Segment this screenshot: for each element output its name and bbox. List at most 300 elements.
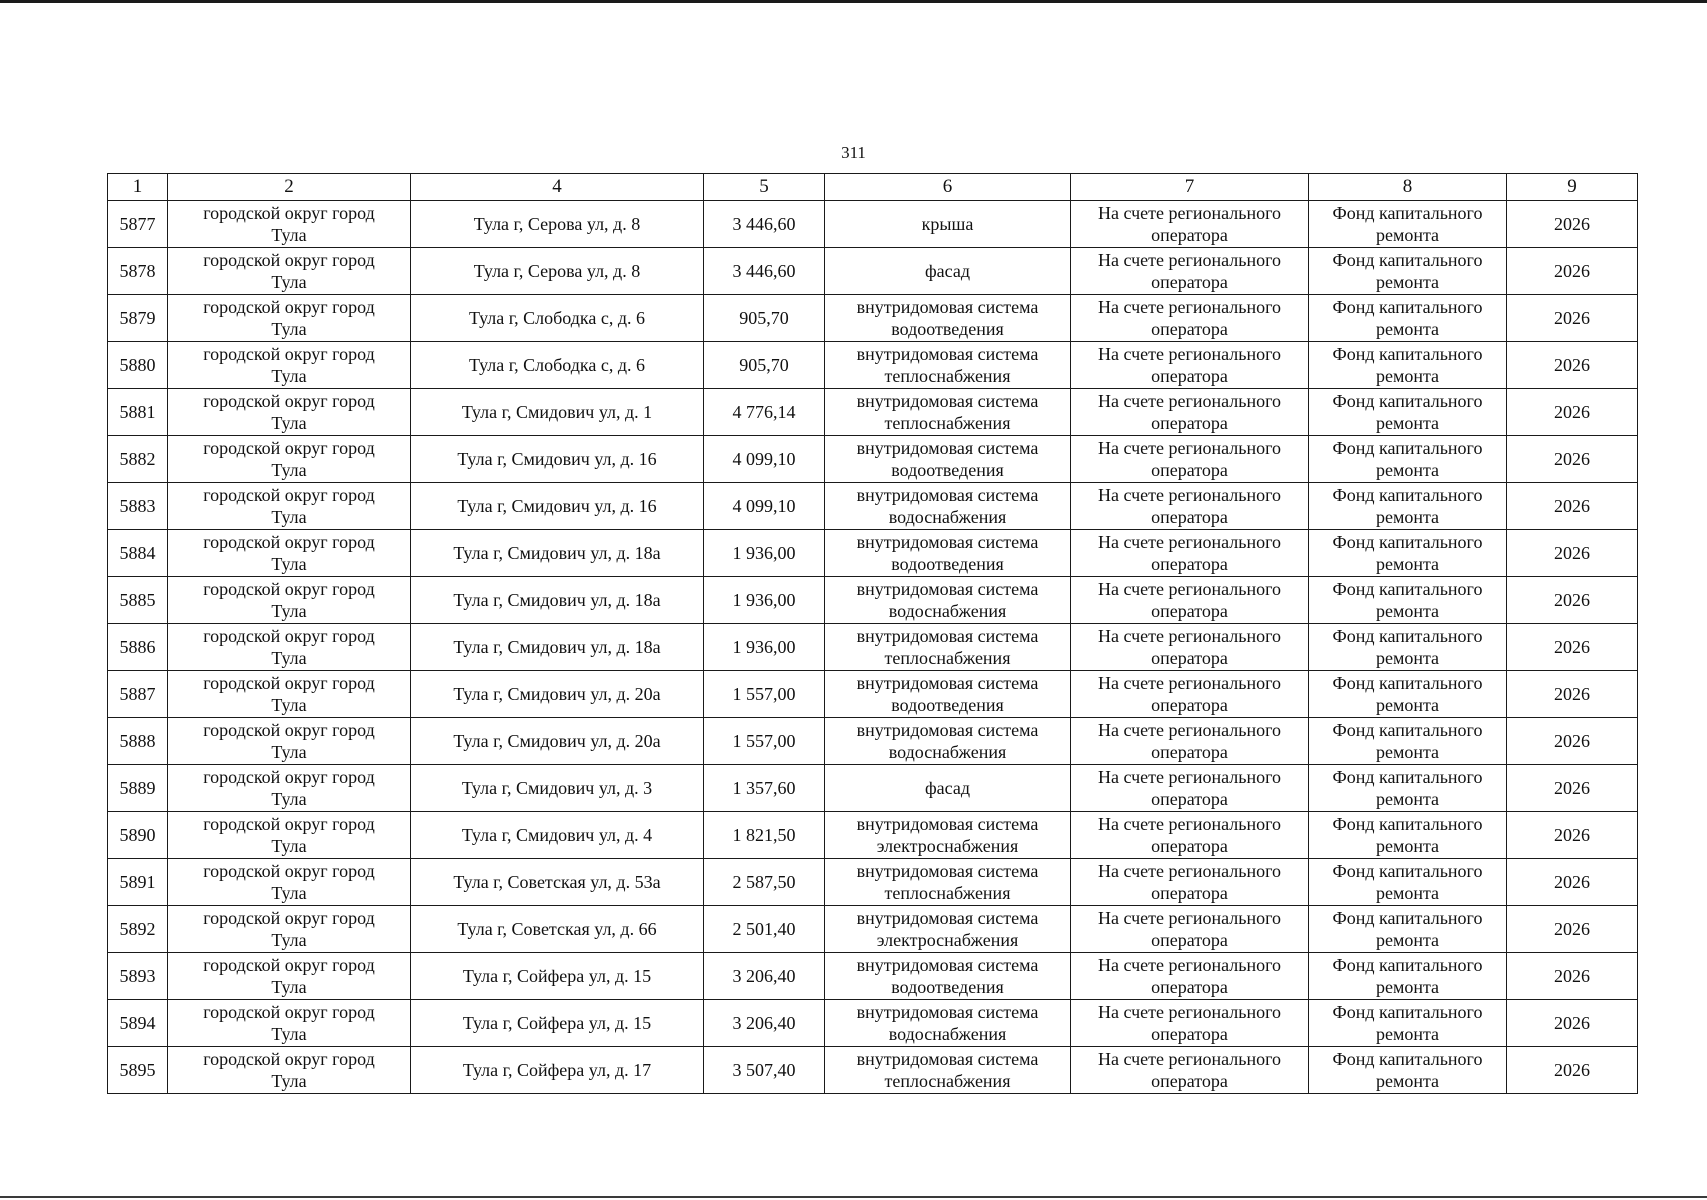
column-header: 9 [1507, 174, 1638, 201]
account-cell [1071, 859, 1309, 906]
district-cell-line: городской округ город [203, 203, 375, 223]
account-cell-line: оператора [1151, 554, 1228, 574]
fund-cell [1309, 483, 1507, 530]
column-header: 7 [1071, 174, 1309, 201]
account-cell-line: оператора [1151, 319, 1228, 339]
district-cell-line: городской округ город [203, 1002, 375, 1022]
work-type-cell-line: внутридомовая система [856, 626, 1039, 646]
year-cell: 2026 [1507, 812, 1638, 859]
fund-cell-line: Фонд капитального [1332, 814, 1483, 834]
fund-cell-line: Фонд капитального [1332, 626, 1483, 646]
area-cell: 905,70 [704, 295, 825, 342]
account-cell-line: На счете регионального [1097, 297, 1282, 317]
area-cell: 4 099,10 [704, 436, 825, 483]
district-cell-line: городской округ город [203, 579, 375, 599]
work-type-cell-line: внутридомовая система [856, 532, 1039, 552]
work-type-cell-line: водоотведения [891, 977, 1004, 997]
fund-cell-line: ремонта [1375, 695, 1440, 715]
fund-cell-line: ремонта [1375, 601, 1440, 621]
account-cell-line: На счете регионального [1097, 1002, 1282, 1022]
work-type-cell [825, 1000, 1071, 1047]
district-cell-line: городской округ город [203, 908, 375, 928]
district-cell-line: городской округ город [203, 391, 375, 411]
row-number-cell: 5893 [108, 953, 168, 1000]
work-type-cell [825, 483, 1071, 530]
table-row [108, 718, 1638, 765]
district-cell-line: Тула [271, 930, 307, 950]
fund-cell-line: Фонд капитального [1332, 203, 1483, 223]
district-cell-line: Тула [271, 225, 307, 245]
area-cell: 3 206,40 [704, 1000, 825, 1047]
district-cell [168, 1000, 411, 1047]
district-cell-line: городской округ город [203, 861, 375, 881]
district-cell [168, 671, 411, 718]
work-type-cell [825, 436, 1071, 483]
work-type-cell-line: теплоснабжения [884, 413, 1011, 433]
account-cell-line: На счете регионального [1097, 485, 1282, 505]
fund-cell [1309, 953, 1507, 1000]
fund-cell-line: ремонта [1375, 883, 1440, 903]
area-cell: 3 446,60 [704, 201, 825, 248]
fund-cell [1309, 436, 1507, 483]
fund-cell-line: ремонта [1375, 507, 1440, 527]
work-type-cell-line: водоотведения [891, 695, 1004, 715]
district-cell [168, 859, 411, 906]
account-cell-line: оператора [1151, 366, 1228, 386]
year-cell: 2026 [1507, 201, 1638, 248]
work-type-cell [825, 342, 1071, 389]
account-cell-line: оператора [1151, 413, 1228, 433]
district-cell-line: городской округ город [203, 673, 375, 693]
work-type-cell-line: внутридомовая система [856, 344, 1039, 364]
work-type-cell-line: водоснабжения [888, 742, 1007, 762]
district-cell-line: городской округ город [203, 532, 375, 552]
fund-cell-line: Фонд капитального [1332, 767, 1483, 787]
work-type-cell-line: теплоснабжения [884, 648, 1011, 668]
fund-cell-line: ремонта [1375, 554, 1440, 574]
account-cell [1071, 436, 1309, 483]
row-number-cell: 5880 [108, 342, 168, 389]
work-type-cell-line: внутридомовая система [856, 391, 1039, 411]
work-type-cell-line: водоотведения [891, 554, 1004, 574]
row-number-cell: 5894 [108, 1000, 168, 1047]
district-cell [168, 295, 411, 342]
area-cell: 2 587,50 [704, 859, 825, 906]
area-cell: 3 206,40 [704, 953, 825, 1000]
row-number-cell: 5881 [108, 389, 168, 436]
work-type-cell-line: электроснабжения [876, 836, 1019, 856]
fund-cell-line: ремонта [1375, 225, 1440, 245]
row-number-cell: 5889 [108, 765, 168, 812]
table-row [108, 1000, 1638, 1047]
address-cell: Тула г, Смидович ул, д. 4 [411, 812, 704, 859]
fund-cell [1309, 671, 1507, 718]
account-cell-line: оператора [1151, 225, 1228, 245]
district-cell-line: Тула [271, 1071, 307, 1091]
year-cell: 2026 [1507, 483, 1638, 530]
work-type-cell [825, 624, 1071, 671]
district-cell [168, 530, 411, 577]
fund-cell-line: ремонта [1375, 319, 1440, 339]
scan-top-edge [0, 0, 1707, 3]
fund-cell-line: Фонд капитального [1332, 344, 1483, 364]
fund-cell [1309, 906, 1507, 953]
work-type-cell-line: внутридомовая система [856, 814, 1039, 834]
area-cell: 1 557,00 [704, 718, 825, 765]
fund-cell [1309, 1000, 1507, 1047]
column-header: 1 [108, 174, 168, 201]
account-cell-line: оператора [1151, 1071, 1228, 1091]
fund-cell [1309, 765, 1507, 812]
account-cell [1071, 1000, 1309, 1047]
address-cell: Тула г, Смидович ул, д. 1 [411, 389, 704, 436]
row-number-cell: 5877 [108, 201, 168, 248]
work-type-cell [825, 248, 1071, 295]
account-cell-line: оператора [1151, 507, 1228, 527]
column-header: 5 [704, 174, 825, 201]
district-cell [168, 624, 411, 671]
account-cell [1071, 953, 1309, 1000]
fund-cell-line: ремонта [1375, 1071, 1440, 1091]
district-cell-line: Тула [271, 742, 307, 762]
work-type-cell-line: водоснабжения [888, 1024, 1007, 1044]
account-cell-line: оператора [1151, 742, 1228, 762]
district-cell [168, 718, 411, 765]
work-type-cell-line: электроснабжения [876, 930, 1019, 950]
work-type-cell-line: внутридомовая система [856, 720, 1039, 740]
year-cell: 2026 [1507, 342, 1638, 389]
year-cell: 2026 [1507, 1000, 1638, 1047]
district-cell-line: городской округ город [203, 720, 375, 740]
column-header: 2 [168, 174, 411, 201]
row-number-cell: 5885 [108, 577, 168, 624]
district-cell [168, 389, 411, 436]
year-cell: 2026 [1507, 765, 1638, 812]
table-body [108, 201, 1638, 1094]
fund-cell-line: Фонд капитального [1332, 673, 1483, 693]
fund-cell-line: Фонд капитального [1332, 908, 1483, 928]
fund-cell-line: Фонд капитального [1332, 250, 1483, 270]
row-number-cell: 5884 [108, 530, 168, 577]
district-cell-line: Тула [271, 1024, 307, 1044]
account-cell [1071, 906, 1309, 953]
work-type-cell-line: водоотведения [891, 319, 1004, 339]
area-cell: 1 936,00 [704, 577, 825, 624]
work-type-cell-line: внутридомовая система [856, 297, 1039, 317]
district-cell-line: городской округ город [203, 250, 375, 270]
fund-cell [1309, 530, 1507, 577]
repair-register-table [107, 173, 1638, 1094]
table-row [108, 812, 1638, 859]
table-row [108, 483, 1638, 530]
fund-cell-line: ремонта [1375, 272, 1440, 292]
address-cell: Тула г, Серова ул, д. 8 [411, 201, 704, 248]
work-type-cell [825, 765, 1071, 812]
row-number-cell: 5883 [108, 483, 168, 530]
district-cell-line: городской округ город [203, 955, 375, 975]
district-cell-line: Тула [271, 413, 307, 433]
table-row [108, 389, 1638, 436]
district-cell [168, 1047, 411, 1094]
fund-cell-line: ремонта [1375, 413, 1440, 433]
column-header: 6 [825, 174, 1071, 201]
fund-cell [1309, 718, 1507, 765]
district-cell-line: городской округ город [203, 438, 375, 458]
district-cell-line: Тула [271, 272, 307, 292]
district-cell-line: городской округ город [203, 1049, 375, 1069]
district-cell [168, 483, 411, 530]
district-cell-line: городской округ город [203, 344, 375, 364]
year-cell: 2026 [1507, 1047, 1638, 1094]
district-cell [168, 812, 411, 859]
work-type-cell [825, 1047, 1071, 1094]
area-cell: 1 936,00 [704, 530, 825, 577]
district-cell [168, 342, 411, 389]
district-cell [168, 953, 411, 1000]
year-cell: 2026 [1507, 859, 1638, 906]
table-row [108, 436, 1638, 483]
district-cell [168, 577, 411, 624]
work-type-cell-line: внутридомовая система [856, 1049, 1039, 1069]
account-cell-line: оператора [1151, 695, 1228, 715]
address-cell: Тула г, Советская ул, д. 53а [411, 859, 704, 906]
page-number: 311 [841, 143, 866, 162]
fund-cell-line: ремонта [1375, 460, 1440, 480]
fund-cell-line: Фонд капитального [1332, 955, 1483, 975]
district-cell-line: Тула [271, 601, 307, 621]
work-type-cell-line: внутридомовая система [856, 1002, 1039, 1022]
fund-cell-line: Фонд капитального [1332, 1002, 1483, 1022]
district-cell [168, 906, 411, 953]
year-cell: 2026 [1507, 624, 1638, 671]
district-cell [168, 765, 411, 812]
account-cell [1071, 765, 1309, 812]
account-cell-line: оператора [1151, 836, 1228, 856]
district-cell-line: городской округ город [203, 814, 375, 834]
account-cell-line: оператора [1151, 601, 1228, 621]
district-cell-line: Тула [271, 977, 307, 997]
district-cell-line: Тула [271, 648, 307, 668]
district-cell-line: городской округ город [203, 485, 375, 505]
address-cell: Тула г, Смидович ул, д. 18а [411, 530, 704, 577]
address-cell: Тула г, Серова ул, д. 8 [411, 248, 704, 295]
address-cell: Тула г, Сойфера ул, д. 15 [411, 1000, 704, 1047]
account-cell-line: На счете регионального [1097, 720, 1282, 740]
fund-cell-line: ремонта [1375, 1024, 1440, 1044]
fund-cell-line: Фонд капитального [1332, 485, 1483, 505]
table-row [108, 953, 1638, 1000]
address-cell: Тула г, Советская ул, д. 66 [411, 906, 704, 953]
account-cell-line: На счете регионального [1097, 767, 1282, 787]
work-type-cell [825, 906, 1071, 953]
account-cell [1071, 483, 1309, 530]
account-cell [1071, 1047, 1309, 1094]
table-row [108, 1047, 1638, 1094]
address-cell: Тула г, Смидович ул, д. 18а [411, 624, 704, 671]
work-type-cell-line: фасад [924, 261, 970, 281]
row-number-cell: 5895 [108, 1047, 168, 1094]
table-row [108, 671, 1638, 718]
account-cell [1071, 201, 1309, 248]
area-cell: 905,70 [704, 342, 825, 389]
district-cell-line: Тула [271, 366, 307, 386]
address-cell: Тула г, Смидович ул, д. 20а [411, 671, 704, 718]
work-type-cell [825, 812, 1071, 859]
area-cell: 4 776,14 [704, 389, 825, 436]
fund-cell-line: ремонта [1375, 836, 1440, 856]
year-cell: 2026 [1507, 953, 1638, 1000]
area-cell: 4 099,10 [704, 483, 825, 530]
work-type-cell [825, 577, 1071, 624]
row-number-cell: 5891 [108, 859, 168, 906]
row-number-cell: 5882 [108, 436, 168, 483]
row-number-cell: 5886 [108, 624, 168, 671]
column-header: 8 [1309, 174, 1507, 201]
fund-cell [1309, 342, 1507, 389]
account-cell-line: оператора [1151, 883, 1228, 903]
fund-cell-line: Фонд капитального [1332, 391, 1483, 411]
work-type-cell [825, 718, 1071, 765]
fund-cell-line: Фонд капитального [1332, 720, 1483, 740]
work-type-cell-line: теплоснабжения [884, 883, 1011, 903]
fund-cell [1309, 812, 1507, 859]
account-cell-line: На счете регионального [1097, 344, 1282, 364]
table-row [108, 577, 1638, 624]
table-row [108, 201, 1638, 248]
account-cell [1071, 577, 1309, 624]
fund-cell-line: ремонта [1375, 648, 1440, 668]
work-type-cell-line: внутридомовая система [856, 955, 1039, 975]
fund-cell-line: Фонд капитального [1332, 438, 1483, 458]
account-cell-line: На счете регионального [1097, 579, 1282, 599]
fund-cell-line: Фонд капитального [1332, 1049, 1483, 1069]
work-type-cell-line: теплоснабжения [884, 1071, 1011, 1091]
account-cell-line: На счете регионального [1097, 626, 1282, 646]
fund-cell [1309, 577, 1507, 624]
work-type-cell-line: фасад [924, 778, 970, 798]
scan-bottom-edge [0, 1196, 1707, 1198]
district-cell-line: городской округ город [203, 626, 375, 646]
fund-cell [1309, 624, 1507, 671]
fund-cell-line: Фонд капитального [1332, 579, 1483, 599]
account-cell-line: На счете регионального [1097, 908, 1282, 928]
table-row [108, 342, 1638, 389]
area-cell: 3 446,60 [704, 248, 825, 295]
fund-cell [1309, 1047, 1507, 1094]
table-row [108, 765, 1638, 812]
work-type-cell [825, 859, 1071, 906]
year-cell: 2026 [1507, 718, 1638, 765]
account-cell-line: оператора [1151, 648, 1228, 668]
work-type-cell [825, 953, 1071, 1000]
year-cell: 2026 [1507, 906, 1638, 953]
account-cell [1071, 295, 1309, 342]
account-cell-line: На счете регионального [1097, 250, 1282, 270]
fund-cell-line: ремонта [1375, 366, 1440, 386]
account-cell-line: оператора [1151, 1024, 1228, 1044]
work-type-cell-line: водоснабжения [888, 507, 1007, 527]
fund-cell-line: ремонта [1375, 789, 1440, 809]
year-cell: 2026 [1507, 295, 1638, 342]
work-type-cell-line: внутридомовая система [856, 908, 1039, 928]
fund-cell-line: ремонта [1375, 977, 1440, 997]
account-cell [1071, 342, 1309, 389]
account-cell-line: На счете регионального [1097, 673, 1282, 693]
work-type-cell-line: внутридомовая система [856, 438, 1039, 458]
fund-cell [1309, 201, 1507, 248]
account-cell-line: На счете регионального [1097, 438, 1282, 458]
header-row [108, 174, 1638, 201]
fund-cell [1309, 389, 1507, 436]
fund-cell-line: Фонд капитального [1332, 297, 1483, 317]
address-cell: Тула г, Сойфера ул, д. 15 [411, 953, 704, 1000]
year-cell: 2026 [1507, 436, 1638, 483]
work-type-cell-line: внутридомовая система [856, 861, 1039, 881]
row-number-cell: 5892 [108, 906, 168, 953]
table-row [108, 248, 1638, 295]
work-type-cell-line: внутридомовая система [856, 673, 1039, 693]
table-row [108, 624, 1638, 671]
work-type-cell [825, 295, 1071, 342]
area-cell: 1 357,60 [704, 765, 825, 812]
address-cell: Тула г, Смидович ул, д. 18а [411, 577, 704, 624]
table-row [108, 530, 1638, 577]
account-cell-line: На счете регионального [1097, 814, 1282, 834]
address-cell: Тула г, Смидович ул, д. 16 [411, 436, 704, 483]
account-cell-line: На счете регионального [1097, 861, 1282, 881]
work-type-cell-line: водоотведения [891, 460, 1004, 480]
table-row [108, 859, 1638, 906]
area-cell: 3 507,40 [704, 1047, 825, 1094]
column-header: 4 [411, 174, 704, 201]
work-type-cell-line: внутридомовая система [856, 485, 1039, 505]
area-cell: 1 821,50 [704, 812, 825, 859]
address-cell: Тула г, Слободка с, д. 6 [411, 342, 704, 389]
year-cell: 2026 [1507, 530, 1638, 577]
address-cell: Тула г, Слободка с, д. 6 [411, 295, 704, 342]
work-type-cell [825, 530, 1071, 577]
district-cell-line: Тула [271, 460, 307, 480]
area-cell: 1 557,00 [704, 671, 825, 718]
account-cell [1071, 248, 1309, 295]
work-type-cell-line: водоснабжения [888, 601, 1007, 621]
account-cell-line: оператора [1151, 930, 1228, 950]
work-type-cell [825, 671, 1071, 718]
row-number-cell: 5887 [108, 671, 168, 718]
fund-cell-line: ремонта [1375, 742, 1440, 762]
district-cell-line: Тула [271, 695, 307, 715]
account-cell [1071, 812, 1309, 859]
district-cell-line: Тула [271, 789, 307, 809]
fund-cell-line: Фонд капитального [1332, 861, 1483, 881]
address-cell: Тула г, Смидович ул, д. 16 [411, 483, 704, 530]
address-cell: Тула г, Смидович ул, д. 20а [411, 718, 704, 765]
address-cell: Тула г, Смидович ул, д. 3 [411, 765, 704, 812]
year-cell: 2026 [1507, 577, 1638, 624]
account-cell [1071, 530, 1309, 577]
year-cell: 2026 [1507, 248, 1638, 295]
work-type-cell-line: внутридомовая система [856, 579, 1039, 599]
fund-cell [1309, 295, 1507, 342]
district-cell-line: Тула [271, 836, 307, 856]
year-cell: 2026 [1507, 389, 1638, 436]
account-cell-line: На счете регионального [1097, 1049, 1282, 1069]
account-cell [1071, 671, 1309, 718]
work-type-cell-line: крыша [921, 214, 974, 234]
district-cell-line: Тула [271, 554, 307, 574]
account-cell [1071, 624, 1309, 671]
year-cell: 2026 [1507, 671, 1638, 718]
